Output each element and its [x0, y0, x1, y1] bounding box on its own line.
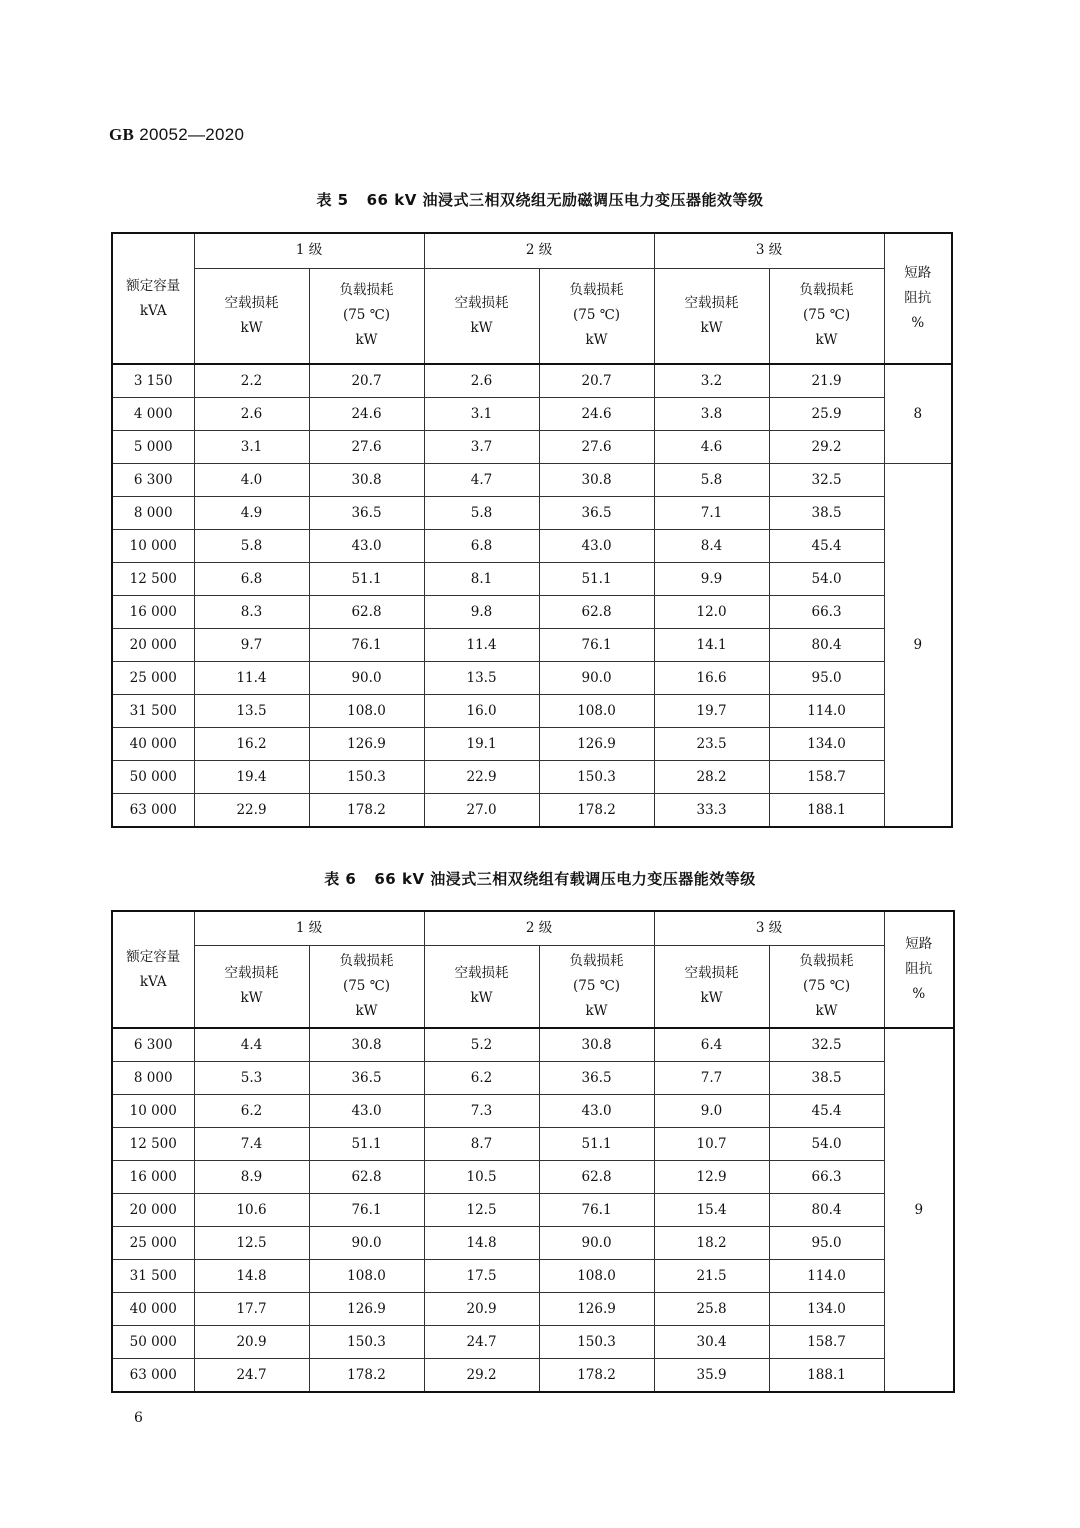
table6-label: 表 6: [324, 870, 357, 888]
value-cell: 24.6: [309, 398, 424, 431]
table-row: [112, 530, 952, 563]
value-cell: 4.9: [194, 497, 309, 530]
table-row: [112, 1227, 954, 1260]
capacity-cell: 40 000: [112, 728, 194, 761]
value-cell: 158.7: [769, 761, 884, 794]
value-cell: 6.8: [194, 563, 309, 596]
value-cell: 66.3: [769, 596, 884, 629]
value-cell: 20.7: [539, 364, 654, 398]
value-cell: 43.0: [539, 1095, 654, 1128]
capacity-cell: 50 000: [112, 761, 194, 794]
value-cell: 3.2: [654, 364, 769, 398]
value-cell: 62.8: [309, 596, 424, 629]
value-cell: 8.4: [654, 530, 769, 563]
value-cell: 4.0: [194, 464, 309, 497]
value-cell: 66.3: [769, 1161, 884, 1194]
value-cell: 9.9: [654, 563, 769, 596]
value-cell: 11.4: [194, 662, 309, 695]
capacity-cell: 50 000: [112, 1326, 194, 1359]
table6-title: 66 kV 油浸式三相双绕组有载调压电力变压器能效等级: [374, 870, 756, 888]
value-cell: 3.1: [424, 398, 539, 431]
capacity-cell: 25 000: [112, 662, 194, 695]
value-cell: 54.0: [769, 1128, 884, 1161]
table-row: [112, 398, 952, 431]
value-cell: 114.0: [769, 1260, 884, 1293]
value-cell: 36.5: [539, 1062, 654, 1095]
capacity-cell: 12 500: [112, 1128, 194, 1161]
value-cell: 108.0: [539, 695, 654, 728]
table6-noload-header: 空载损耗 kW: [194, 945, 309, 1028]
impedance-cell: 9: [884, 1028, 954, 1392]
value-cell: 178.2: [309, 794, 424, 828]
value-cell: 38.5: [769, 1062, 884, 1095]
table6-load-header: 负载损耗 (75 ℃) kW: [309, 945, 424, 1028]
table-row: [112, 1062, 954, 1095]
value-cell: 178.2: [309, 1359, 424, 1393]
table5-impedance-header: 短路 阻抗 %: [884, 233, 952, 364]
table5-body: [112, 364, 952, 827]
value-cell: 62.8: [309, 1161, 424, 1194]
value-cell: 8.3: [194, 596, 309, 629]
value-cell: 8.1: [424, 563, 539, 596]
table6-header: [112, 911, 954, 1028]
impedance-cell: 9: [884, 464, 952, 828]
capacity-cell: 8 000: [112, 1062, 194, 1095]
table-row: [112, 1194, 954, 1227]
value-cell: 76.1: [539, 629, 654, 662]
table-row: [112, 563, 952, 596]
value-cell: 150.3: [539, 761, 654, 794]
value-cell: 32.5: [769, 1028, 884, 1062]
value-cell: 38.5: [769, 497, 884, 530]
table-row: [112, 1161, 954, 1194]
value-cell: 32.5: [769, 464, 884, 497]
value-cell: 14.8: [194, 1260, 309, 1293]
value-cell: 76.1: [309, 1194, 424, 1227]
value-cell: 9.7: [194, 629, 309, 662]
value-cell: 19.4: [194, 761, 309, 794]
value-cell: 11.4: [424, 629, 539, 662]
value-cell: 6.4: [654, 1028, 769, 1062]
value-cell: 90.0: [539, 662, 654, 695]
value-cell: 33.3: [654, 794, 769, 828]
value-cell: 12.0: [654, 596, 769, 629]
value-cell: 4.4: [194, 1028, 309, 1062]
value-cell: 15.4: [654, 1194, 769, 1227]
value-cell: 12.5: [194, 1227, 309, 1260]
value-cell: 30.8: [539, 464, 654, 497]
value-cell: 10.7: [654, 1128, 769, 1161]
value-cell: 7.7: [654, 1062, 769, 1095]
value-cell: 6.2: [194, 1095, 309, 1128]
value-cell: 6.2: [424, 1062, 539, 1095]
value-cell: 24.6: [539, 398, 654, 431]
table5-load-header: 负载损耗 (75 ℃) kW: [539, 268, 654, 364]
value-cell: 45.4: [769, 530, 884, 563]
value-cell: 178.2: [539, 794, 654, 828]
value-cell: 2.6: [194, 398, 309, 431]
value-cell: 30.8: [309, 1028, 424, 1062]
table-row: [112, 1359, 954, 1393]
value-cell: 43.0: [309, 1095, 424, 1128]
table-row: [112, 1326, 954, 1359]
table6-grade1-header: 1 级: [194, 911, 424, 945]
capacity-cell: 25 000: [112, 1227, 194, 1260]
value-cell: 108.0: [309, 1260, 424, 1293]
value-cell: 23.5: [654, 728, 769, 761]
value-cell: 36.5: [309, 497, 424, 530]
table-row: [112, 695, 952, 728]
value-cell: 22.9: [194, 794, 309, 828]
value-cell: 3.7: [424, 431, 539, 464]
value-cell: 24.7: [194, 1359, 309, 1393]
impedance-cell: 8: [884, 364, 952, 464]
value-cell: 22.9: [424, 761, 539, 794]
value-cell: 126.9: [309, 728, 424, 761]
table6-grade2-header: 2 级: [424, 911, 654, 945]
table-row: [112, 1293, 954, 1326]
value-cell: 8.7: [424, 1128, 539, 1161]
value-cell: 150.3: [539, 1326, 654, 1359]
table6-load-header: 负载损耗 (75 ℃) kW: [769, 945, 884, 1028]
capacity-cell: 6 300: [112, 464, 194, 497]
table5-header: [112, 233, 952, 364]
value-cell: 108.0: [539, 1260, 654, 1293]
document-id: [109, 125, 244, 145]
value-cell: 28.2: [654, 761, 769, 794]
value-cell: 126.9: [539, 728, 654, 761]
table-row: [112, 1260, 954, 1293]
value-cell: 5.3: [194, 1062, 309, 1095]
value-cell: 12.5: [424, 1194, 539, 1227]
table5-grade3-header: 3 级: [654, 233, 884, 268]
value-cell: 16.6: [654, 662, 769, 695]
value-cell: 80.4: [769, 629, 884, 662]
table6-body: [112, 1028, 954, 1392]
value-cell: 4.6: [654, 431, 769, 464]
value-cell: 20.7: [309, 364, 424, 398]
table6-load-header: 负载损耗 (75 ℃) kW: [539, 945, 654, 1028]
value-cell: 27.0: [424, 794, 539, 828]
value-cell: 13.5: [194, 695, 309, 728]
value-cell: 43.0: [539, 530, 654, 563]
table-row: [112, 431, 952, 464]
value-cell: 3.8: [654, 398, 769, 431]
value-cell: 35.9: [654, 1359, 769, 1393]
value-cell: 76.1: [309, 629, 424, 662]
value-cell: 9.8: [424, 596, 539, 629]
value-cell: 27.6: [309, 431, 424, 464]
value-cell: 14.1: [654, 629, 769, 662]
capacity-cell: 12 500: [112, 563, 194, 596]
table-row: [112, 761, 952, 794]
table6-grade3-header: 3 级: [654, 911, 884, 945]
value-cell: 90.0: [309, 662, 424, 695]
value-cell: 158.7: [769, 1326, 884, 1359]
table5-noload-header: 空载损耗 kW: [194, 268, 309, 364]
table-row: [112, 364, 952, 398]
value-cell: 150.3: [309, 761, 424, 794]
value-cell: 134.0: [769, 728, 884, 761]
table6-impedance-header: 短路 阻抗 %: [884, 911, 954, 1028]
value-cell: 17.5: [424, 1260, 539, 1293]
value-cell: 126.9: [539, 1293, 654, 1326]
capacity-cell: 10 000: [112, 530, 194, 563]
value-cell: 29.2: [424, 1359, 539, 1393]
table5-label: 表 5: [316, 191, 349, 209]
capacity-cell: 31 500: [112, 695, 194, 728]
value-cell: 5.2: [424, 1028, 539, 1062]
value-cell: 80.4: [769, 1194, 884, 1227]
value-cell: 178.2: [539, 1359, 654, 1393]
value-cell: 4.7: [424, 464, 539, 497]
value-cell: 95.0: [769, 1227, 884, 1260]
value-cell: 90.0: [309, 1227, 424, 1260]
value-cell: 62.8: [539, 1161, 654, 1194]
capacity-cell: 16 000: [112, 596, 194, 629]
value-cell: 3.1: [194, 431, 309, 464]
value-cell: 51.1: [539, 563, 654, 596]
value-cell: 14.8: [424, 1227, 539, 1260]
capacity-cell: 3 150: [112, 364, 194, 398]
value-cell: 7.3: [424, 1095, 539, 1128]
value-cell: 62.8: [539, 596, 654, 629]
capacity-cell: 10 000: [112, 1095, 194, 1128]
capacity-cell: 40 000: [112, 1293, 194, 1326]
value-cell: 2.2: [194, 364, 309, 398]
table-row: [112, 1028, 954, 1062]
value-cell: 108.0: [309, 695, 424, 728]
table5: [111, 232, 953, 828]
capacity-cell: 8 000: [112, 497, 194, 530]
table-row: [112, 464, 952, 497]
value-cell: 29.2: [769, 431, 884, 464]
value-cell: 27.6: [539, 431, 654, 464]
capacity-cell: 16 000: [112, 1161, 194, 1194]
value-cell: 30.8: [539, 1028, 654, 1062]
value-cell: 7.4: [194, 1128, 309, 1161]
table5-noload-header: 空载损耗 kW: [654, 268, 769, 364]
value-cell: 8.9: [194, 1161, 309, 1194]
table6: [111, 910, 955, 1393]
value-cell: 6.8: [424, 530, 539, 563]
capacity-cell: 4 000: [112, 398, 194, 431]
capacity-cell: 63 000: [112, 1359, 194, 1393]
value-cell: 95.0: [769, 662, 884, 695]
table6-capacity-header: 额定容量 kVA: [112, 911, 194, 1028]
capacity-cell: 6 300: [112, 1028, 194, 1062]
value-cell: 18.2: [654, 1227, 769, 1260]
value-cell: 24.7: [424, 1326, 539, 1359]
table-row: [112, 629, 952, 662]
value-cell: 51.1: [309, 1128, 424, 1161]
table-row: [112, 794, 952, 828]
value-cell: 188.1: [769, 794, 884, 828]
value-cell: 2.6: [424, 364, 539, 398]
value-cell: 30.8: [309, 464, 424, 497]
capacity-cell: 31 500: [112, 1260, 194, 1293]
table5-grade2-header: 2 级: [424, 233, 654, 268]
value-cell: 10.6: [194, 1194, 309, 1227]
value-cell: 54.0: [769, 563, 884, 596]
value-cell: 7.1: [654, 497, 769, 530]
table6-noload-header: 空载损耗 kW: [654, 945, 769, 1028]
value-cell: 20.9: [424, 1293, 539, 1326]
table-row: [112, 596, 952, 629]
table-row: [112, 497, 952, 530]
value-cell: 150.3: [309, 1326, 424, 1359]
value-cell: 45.4: [769, 1095, 884, 1128]
value-cell: 16.2: [194, 728, 309, 761]
table-row: [112, 1095, 954, 1128]
value-cell: 13.5: [424, 662, 539, 695]
value-cell: 19.1: [424, 728, 539, 761]
value-cell: 36.5: [309, 1062, 424, 1095]
value-cell: 36.5: [539, 497, 654, 530]
value-cell: 51.1: [539, 1128, 654, 1161]
doc-number: 20052—2020: [139, 125, 245, 144]
value-cell: 90.0: [539, 1227, 654, 1260]
table5-caption: [0, 189, 1080, 210]
value-cell: 25.9: [769, 398, 884, 431]
table-row: [112, 1128, 954, 1161]
capacity-cell: 20 000: [112, 1194, 194, 1227]
value-cell: 9.0: [654, 1095, 769, 1128]
value-cell: 21.5: [654, 1260, 769, 1293]
value-cell: 114.0: [769, 695, 884, 728]
value-cell: 21.9: [769, 364, 884, 398]
value-cell: 5.8: [194, 530, 309, 563]
table5-capacity-header: 额定容量 kVA: [112, 233, 194, 364]
table-row: [112, 728, 952, 761]
value-cell: 20.9: [194, 1326, 309, 1359]
capacity-cell: 5 000: [112, 431, 194, 464]
value-cell: 5.8: [424, 497, 539, 530]
value-cell: 43.0: [309, 530, 424, 563]
value-cell: 12.9: [654, 1161, 769, 1194]
value-cell: 30.4: [654, 1326, 769, 1359]
value-cell: 19.7: [654, 695, 769, 728]
table6-caption: [0, 868, 1080, 889]
doc-prefix: GB: [109, 125, 135, 144]
table5-noload-header: 空载损耗 kW: [424, 268, 539, 364]
value-cell: 16.0: [424, 695, 539, 728]
table5-title: 66 kV 油浸式三相双绕组无励磁调压电力变压器能效等级: [366, 191, 764, 209]
value-cell: 51.1: [309, 563, 424, 596]
value-cell: 188.1: [769, 1359, 884, 1393]
table5-grade1-header: 1 级: [194, 233, 424, 268]
table5-load-header: 负载损耗 (75 ℃) kW: [309, 268, 424, 364]
value-cell: 76.1: [539, 1194, 654, 1227]
page-number: 6: [134, 1410, 143, 1426]
table5-load-header: 负载损耗 (75 ℃) kW: [769, 268, 884, 364]
capacity-cell: 63 000: [112, 794, 194, 828]
table-row: [112, 662, 952, 695]
value-cell: 134.0: [769, 1293, 884, 1326]
value-cell: 17.7: [194, 1293, 309, 1326]
value-cell: 25.8: [654, 1293, 769, 1326]
value-cell: 10.5: [424, 1161, 539, 1194]
value-cell: 5.8: [654, 464, 769, 497]
capacity-cell: 20 000: [112, 629, 194, 662]
table6-noload-header: 空载损耗 kW: [424, 945, 539, 1028]
value-cell: 126.9: [309, 1293, 424, 1326]
